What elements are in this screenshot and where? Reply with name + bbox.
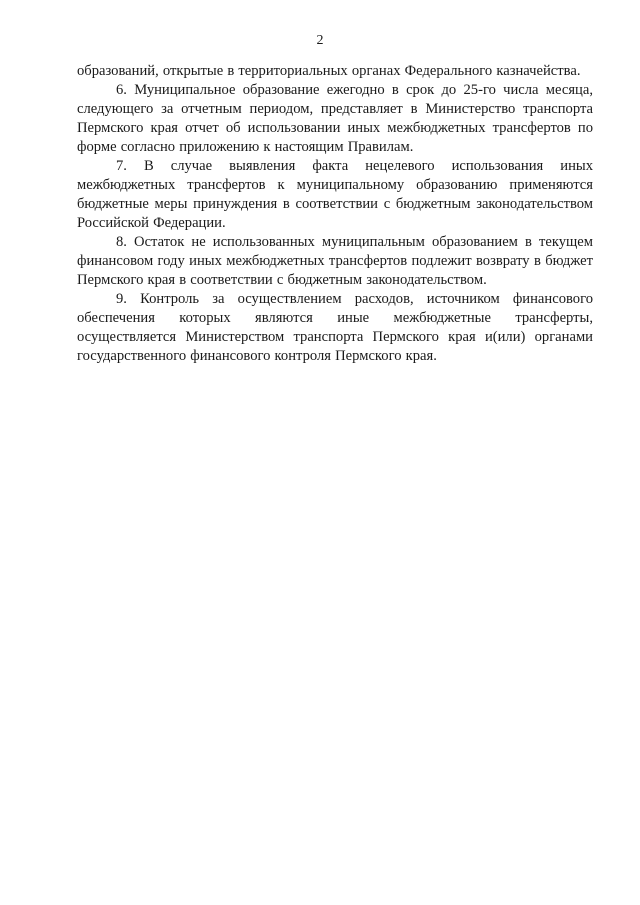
paragraph-continuation: образований, открытые в территориальных органах Федерального казначейства. (77, 63, 581, 79)
page-number: 2 (316, 33, 324, 48)
document-body (77, 62, 593, 366)
paragraph-item-6: 6. Муниципальное образование ежегодно в срок до 25-го числа месяца, следующего за отчетным периодом, представляет в Министерство транспорта Пермского края отчет об использовании иных межбюджетных трансфертов по форме согласно приложению к настоящим Правилам. (77, 82, 593, 155)
paragraph-item-8: 8. Остаток не использованных муниципальным образованием в текущем финансовом году иных межбюджетных трансфертов подлежит возврату в бюджет Пермского края в соответствии с бюджетным законодательством. (77, 234, 593, 288)
paragraph-item-7: 7. В случае выявления факта нецелевого использования иных межбюджетных трансфертов к муниципальному образованию применяются бюджетные меры принуждения в соответствии с бюджетным законодательством Российской Федерации. (77, 158, 593, 231)
paragraph-item-9: 9. Контроль за осуществлением расходов, источником финансового обеспечения которых являются иные межбюджетные трансферты, осуществляется Министерством транспорта Пермского края и(или) органами государственного финансового контроля Пермского края. (77, 291, 593, 364)
